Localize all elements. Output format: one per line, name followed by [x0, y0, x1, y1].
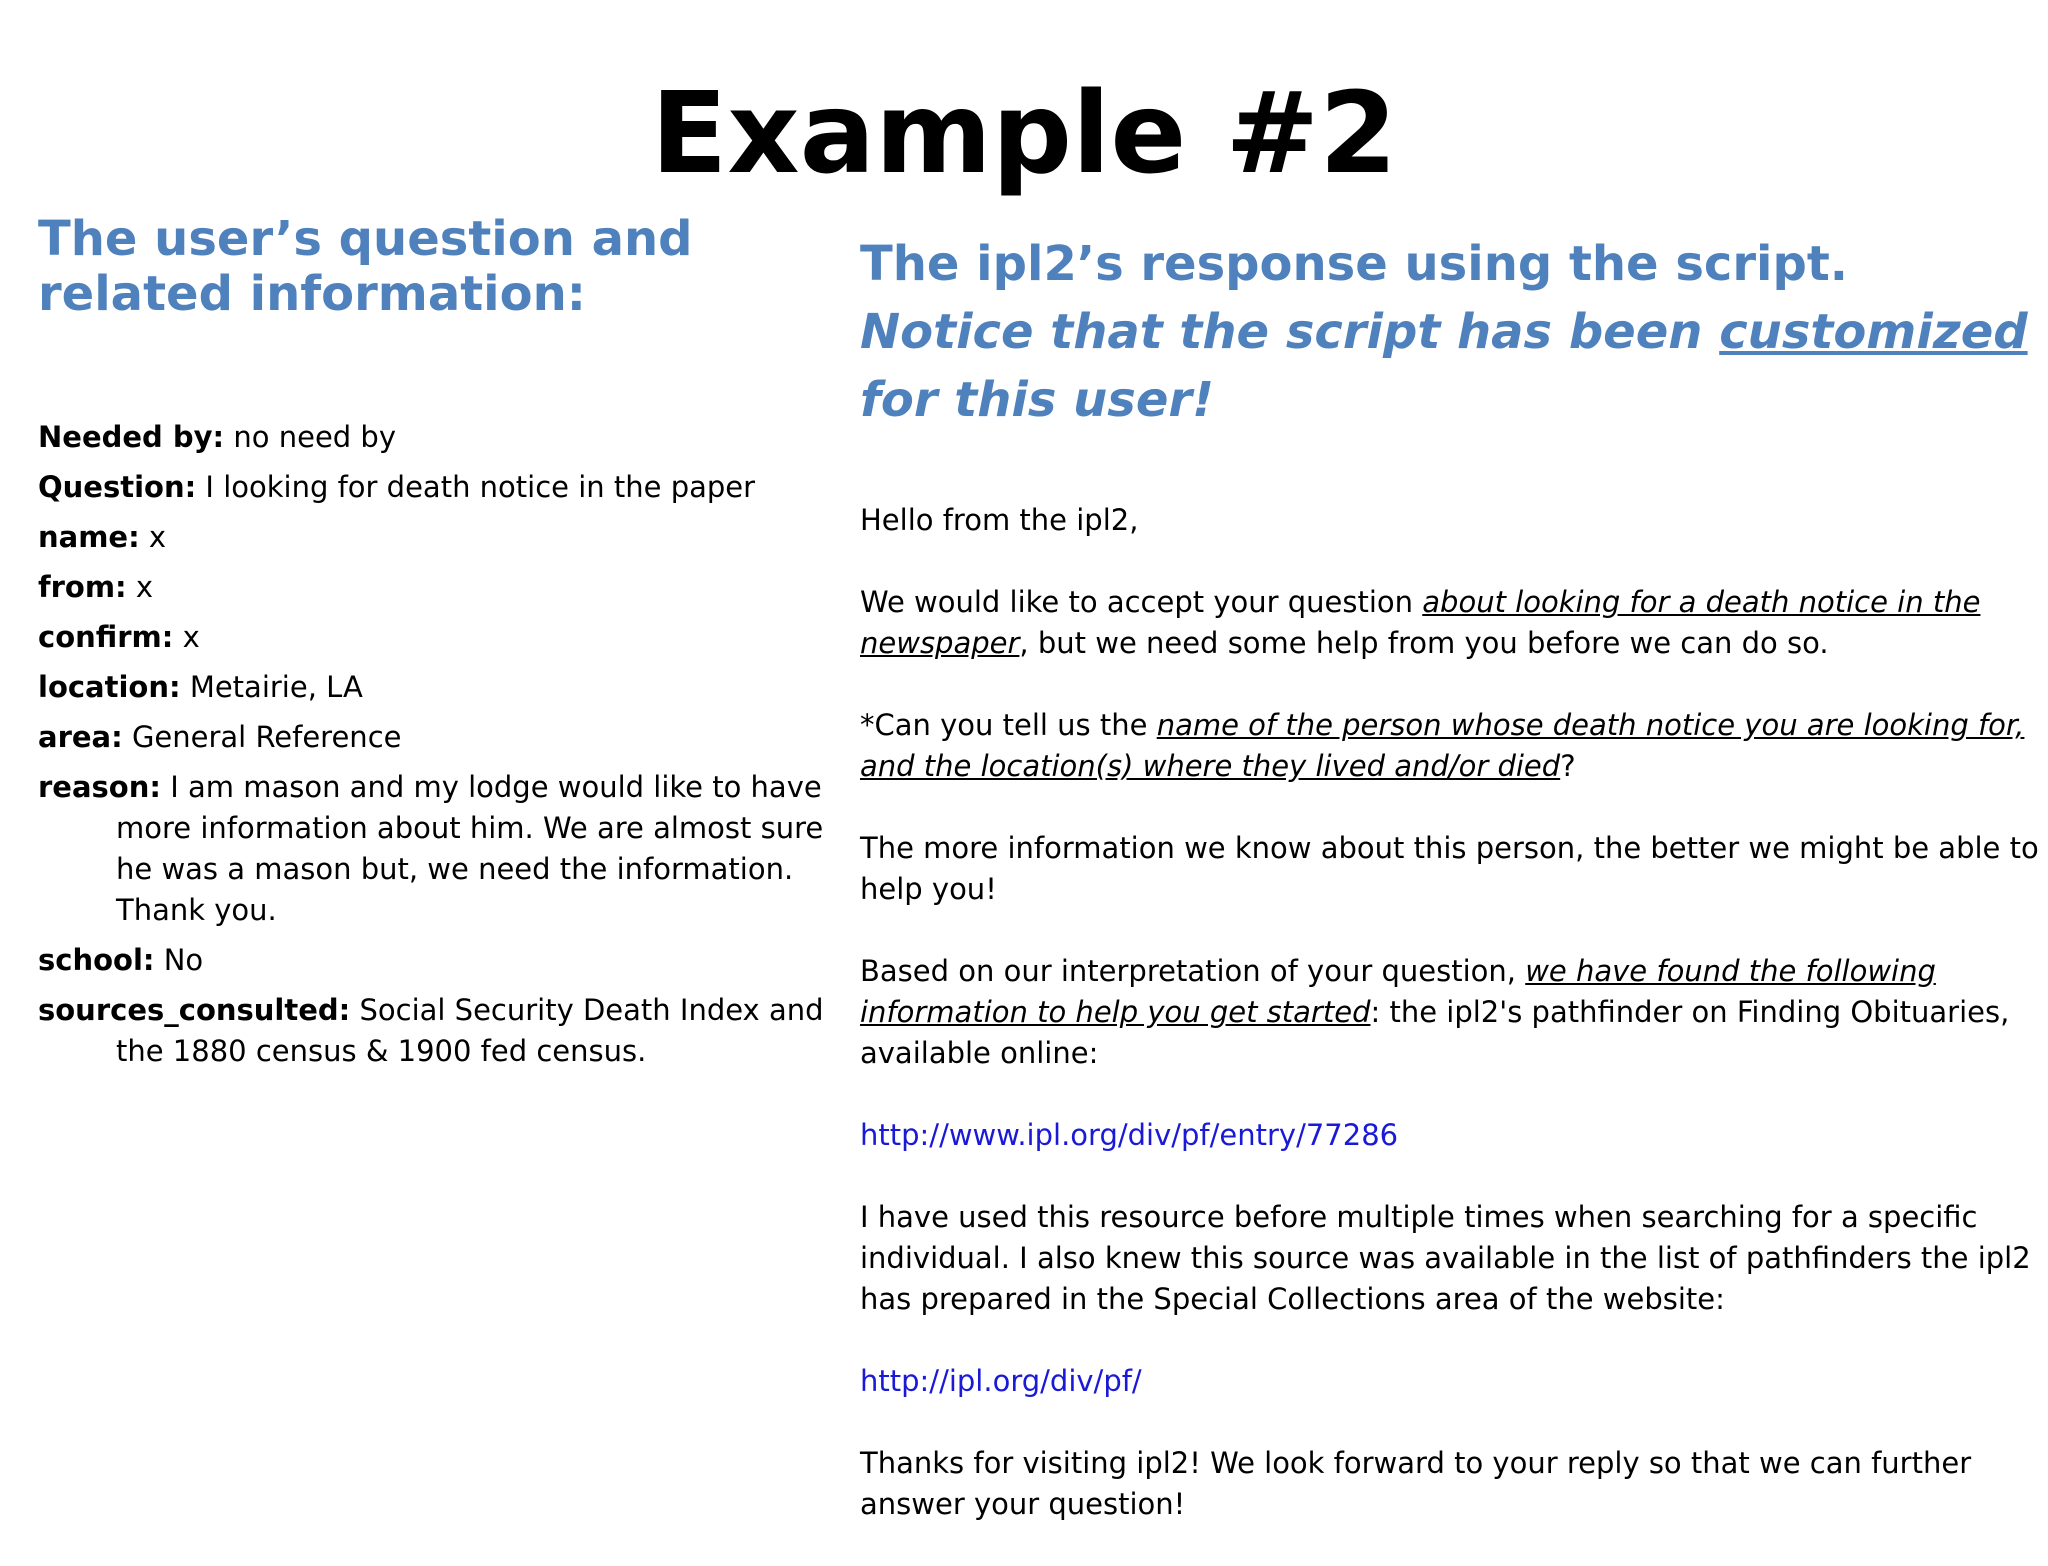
- field-label: confirm:: [38, 620, 174, 654]
- link-obituaries-pathfinder[interactable]: http://www.ipl.org/div/pf/entry/77286: [860, 1118, 1399, 1152]
- field-value: No: [163, 943, 204, 977]
- field-label: location:: [38, 670, 181, 704]
- paragraph-text: Based on our interpretation of your question,: [860, 954, 1516, 988]
- underlined-phrase: name of the person whose death notice you are looking for, and the location(s) where they lived and/or died: [860, 708, 2025, 783]
- field-label: from:: [38, 570, 127, 604]
- response-heading: [860, 230, 2040, 434]
- field-value: x: [135, 570, 154, 604]
- paragraph-text: ?: [1560, 749, 1576, 783]
- paragraph-thanks: Thanks for visiting ipl2! We look forward to your reply so that we can further answer your question!: [860, 1446, 1972, 1521]
- field-label: area:: [38, 720, 123, 754]
- field-label: sources_consulted:: [38, 993, 351, 1027]
- field-location: [38, 667, 828, 708]
- field-value: no need by: [233, 420, 396, 454]
- field-confirm: [38, 617, 828, 658]
- field-needed-by: [38, 417, 828, 458]
- ipl2-response-panel: [860, 230, 2040, 1566]
- field-value: Social Security Death Index and the 1880 census & 1900 fed census.: [116, 993, 824, 1068]
- field-value: General Reference: [131, 720, 402, 754]
- paragraph-text: : the ipl2's pathfinder on Finding Obituaries, available online:: [860, 995, 2010, 1070]
- question-fields: [38, 417, 828, 1072]
- field-label: reason:: [38, 770, 161, 804]
- field-value: I looking for death notice in the paper: [205, 470, 756, 504]
- paragraph-interpretation: [860, 951, 2040, 1074]
- response-body: [860, 500, 2040, 1525]
- paragraph-more-info: The more information we know about this person, the better we might be able to help you!: [860, 831, 2039, 906]
- field-reason: [38, 767, 828, 931]
- response-heading-plain: The ipl2’s response using the script.: [860, 236, 1849, 292]
- field-from: [38, 567, 828, 608]
- field-name: [38, 517, 828, 558]
- underlined-phrase: we have found the following information to help you get started: [860, 954, 1936, 1029]
- field-value: Metairie, LA: [189, 670, 363, 704]
- field-value: I am mason and my lodge would like to have more information about him. We are almost sure he was a mason but, we need the information. Thank you.: [116, 770, 824, 927]
- paragraph-accept: [860, 582, 2040, 664]
- user-question-panel: [38, 212, 828, 1081]
- response-heading-italic-end: for this user!: [860, 372, 1214, 428]
- link-pathfinders[interactable]: http://ipl.org/div/pf/: [860, 1364, 1142, 1398]
- paragraph-request: [860, 705, 2040, 787]
- paragraph-resource: I have used this resource before multiple times when searching for a specific individual. I also knew this source was available in the list of pathfinders the ipl2 has prepared in the Special Collections area of the website:: [860, 1200, 2031, 1316]
- field-value: x: [148, 520, 167, 554]
- greeting: Hello from the ipl2,: [860, 503, 1139, 537]
- page-title: Example #2: [650, 69, 1398, 199]
- paragraph-text: *Can you tell us the: [860, 708, 1148, 742]
- paragraph-text: We would like to accept your question: [860, 585, 1414, 619]
- field-value: x: [182, 620, 200, 654]
- response-heading-underlined: customized: [1719, 304, 2028, 360]
- field-sources-consulted: [38, 990, 828, 1072]
- field-label: Question:: [38, 470, 197, 504]
- field-area: [38, 717, 828, 758]
- underlined-phrase: about looking for a death notice in the newspaper: [860, 585, 1981, 660]
- field-label: school:: [38, 943, 155, 977]
- field-school: [38, 940, 828, 981]
- field-label: name:: [38, 520, 140, 554]
- user-question-heading: The user’s question and related information:: [38, 211, 693, 322]
- response-heading-italic: Notice that the script has been: [860, 304, 1703, 360]
- paragraph-text: , but we need some help from you before we can do so.: [1019, 626, 1829, 660]
- field-label: Needed by:: [38, 420, 225, 454]
- field-question: [38, 467, 828, 508]
